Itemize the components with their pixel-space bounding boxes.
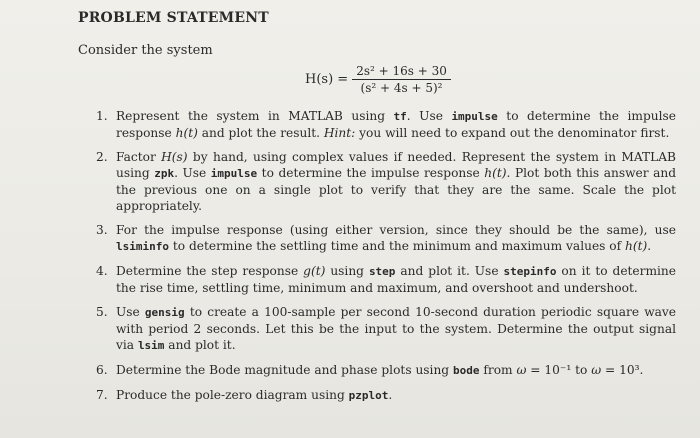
code-keyword: stepinfo	[503, 265, 557, 278]
list-item	[96, 222, 676, 255]
math-symbol: Hint:	[323, 126, 356, 140]
page-title: PROBLEM STATEMENT	[78, 10, 269, 26]
list-item-text: For the impulse response (using either version, since they should be the same), use lsiminfo to determine the settling time and the minimum and maximum values of h(t).	[116, 223, 676, 253]
code-keyword: impulse	[451, 110, 498, 123]
code-keyword: bode	[452, 364, 480, 377]
list-item	[96, 263, 676, 296]
code-keyword: impulse	[210, 167, 258, 180]
equation-denominator: (s² + 4s + 5)²	[360, 81, 443, 95]
list-item-number: 5.	[96, 305, 108, 319]
list-item-number: 3.	[96, 223, 108, 237]
code-keyword: lsiminfo	[116, 240, 169, 253]
list-item-number: 4.	[96, 264, 108, 278]
code-keyword: lsim	[137, 339, 165, 352]
math-symbol: h(t)	[625, 239, 648, 253]
list-item	[96, 149, 676, 214]
list-item-text: Represent the system in MATLAB using tf. Use impulse to determine the impulse response h(t) and plot the result. Hint: you will need to expand out the denominator first.	[116, 109, 676, 140]
list-item	[96, 108, 676, 141]
list-item-number: 6.	[96, 363, 108, 377]
code-keyword: tf	[393, 110, 407, 123]
math-symbol: ω	[591, 363, 602, 377]
code-keyword: step	[368, 265, 396, 278]
math-symbol: h(t)	[175, 126, 198, 140]
math-symbol: h(t)	[484, 166, 507, 180]
equation-lhs: H(s) =	[305, 72, 349, 87]
list-item	[96, 362, 676, 379]
code-keyword: pzplot	[348, 389, 389, 402]
list-item-text: Factor H(s) by hand, using complex values if needed. Represent the system in MATLAB using zpk. Use impulse to determine the impulse response h(t). Plot both this answer and the previous one on a single plot to verify that they are the same. Scale the plot appropriately.	[116, 150, 677, 213]
list-item	[96, 304, 676, 354]
math-symbol: ω	[516, 363, 527, 377]
list-item-text: Determine the Bode magnitude and phase plots using bode from ω = 10⁻¹ to ω = 10³.	[116, 363, 644, 377]
equation-numerator: 2s² + 16s + 30	[352, 64, 451, 80]
intro-text: Consider the system	[78, 43, 213, 58]
equation-fraction	[352, 64, 451, 95]
transfer-function-equation	[305, 64, 451, 95]
code-keyword: gensig	[144, 306, 185, 319]
list-item-number: 1.	[96, 109, 108, 123]
math-symbol: g(t)	[303, 264, 326, 278]
list-item-number: 2.	[96, 150, 108, 164]
list-item	[96, 387, 676, 404]
code-keyword: zpk	[154, 167, 175, 180]
list-item-number: 7.	[96, 388, 108, 402]
problem-list	[96, 108, 676, 412]
list-item-text: Produce the pole-zero diagram using pzplot.	[116, 388, 393, 402]
math-symbol: H(s)	[161, 150, 188, 164]
list-item-text: Use gensig to create a 100-sample per second 10-second duration periodic square wave with period 2 seconds. Let this be the input to the system. Determine the output signal via lsim and plot it.	[116, 305, 676, 352]
list-item-text: Determine the step response g(t) using step and plot it. Use stepinfo on it to determine the rise time, settling time, minimum and maximum, and overshoot and undershoot.	[116, 264, 676, 295]
